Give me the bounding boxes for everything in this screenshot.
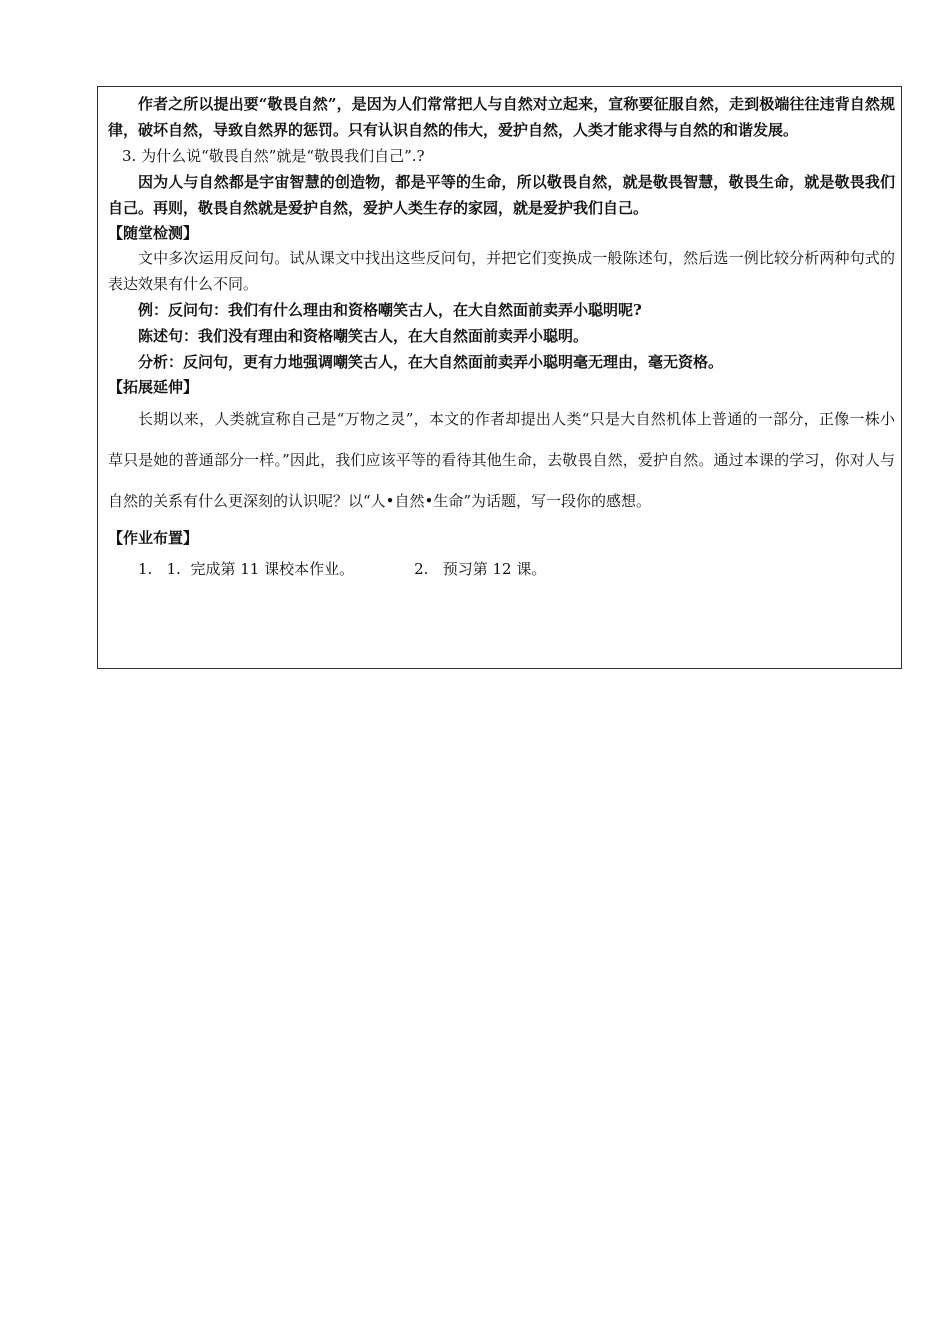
question-3: 3. 为什么说“敬畏自然”就是“敬畏我们自己”.? [122,147,425,165]
section-heading-extension: 【拓展延伸】 [108,378,199,396]
intro-paragraph: 作者之所以提出要“敬畏自然”，是因为人们常常把人与自然对立起来，宣称要征服自然，走到极端往往违背自然规律，破坏自然，导致自然界的惩罚。只有认识自然的伟大，爱护自然，人类才能求得与自然的和谐发展。 [108,95,895,139]
example-rhetorical: 例：反问句：我们有什么理由和资格嘲笑古人，在大自然面前卖弄小聪明呢? [138,301,642,319]
example-analysis: 分析：反问句，更有力地强调嘲笑古人，在大自然面前卖弄小聪明毫无理由，毫无资格。 [138,353,724,371]
section-heading-practice: 【随堂检测】 [108,224,199,242]
homework-item-1: 1. 1. 完成第 11 课校本作业。 [138,560,355,578]
content [108,91,895,582]
example-statement: 陈述句：我们没有理由和资格嘲笑古人，在大自然面前卖弄小聪明。 [138,327,589,345]
answer-3: 因为人与自然都是宇宙智慧的创造物，都是平等的生命，所以敬畏自然，就是敬畏智慧，敬畏生命，就是敬畏我们自己。再则，敬畏自然就是爱护自然，爱护人类生存的家园，就是爱护我们自己。 [108,173,895,217]
extension-paragraph: 长期以来，人类就宣称自己是“万物之灵”，本文的作者却提出人类“只是大自然机体上普通的一部分，正像一株小草只是她的普通部分一样。”因此，我们应该平等的看待其他生命，去敬畏自然，爱护自然。通过本课的学习，你对人与自然的关系有什么更深刻的认识呢？以“人•自然•生命”为话题，写一段你的感想。 [108,410,895,510]
homework-list [108,556,895,582]
content-box [97,86,902,669]
extension-block [108,399,895,522]
section-heading-homework: 【作业布置】 [108,529,199,547]
homework-item-2: 2. 预习第 12 课。 [414,560,547,578]
practice-task: 文中多次运用反问句。试从课文中找出这些反问句，并把它们变换成一般陈述句，然后选一例比较分析两种句式的表达效果有什么不同。 [108,249,895,293]
